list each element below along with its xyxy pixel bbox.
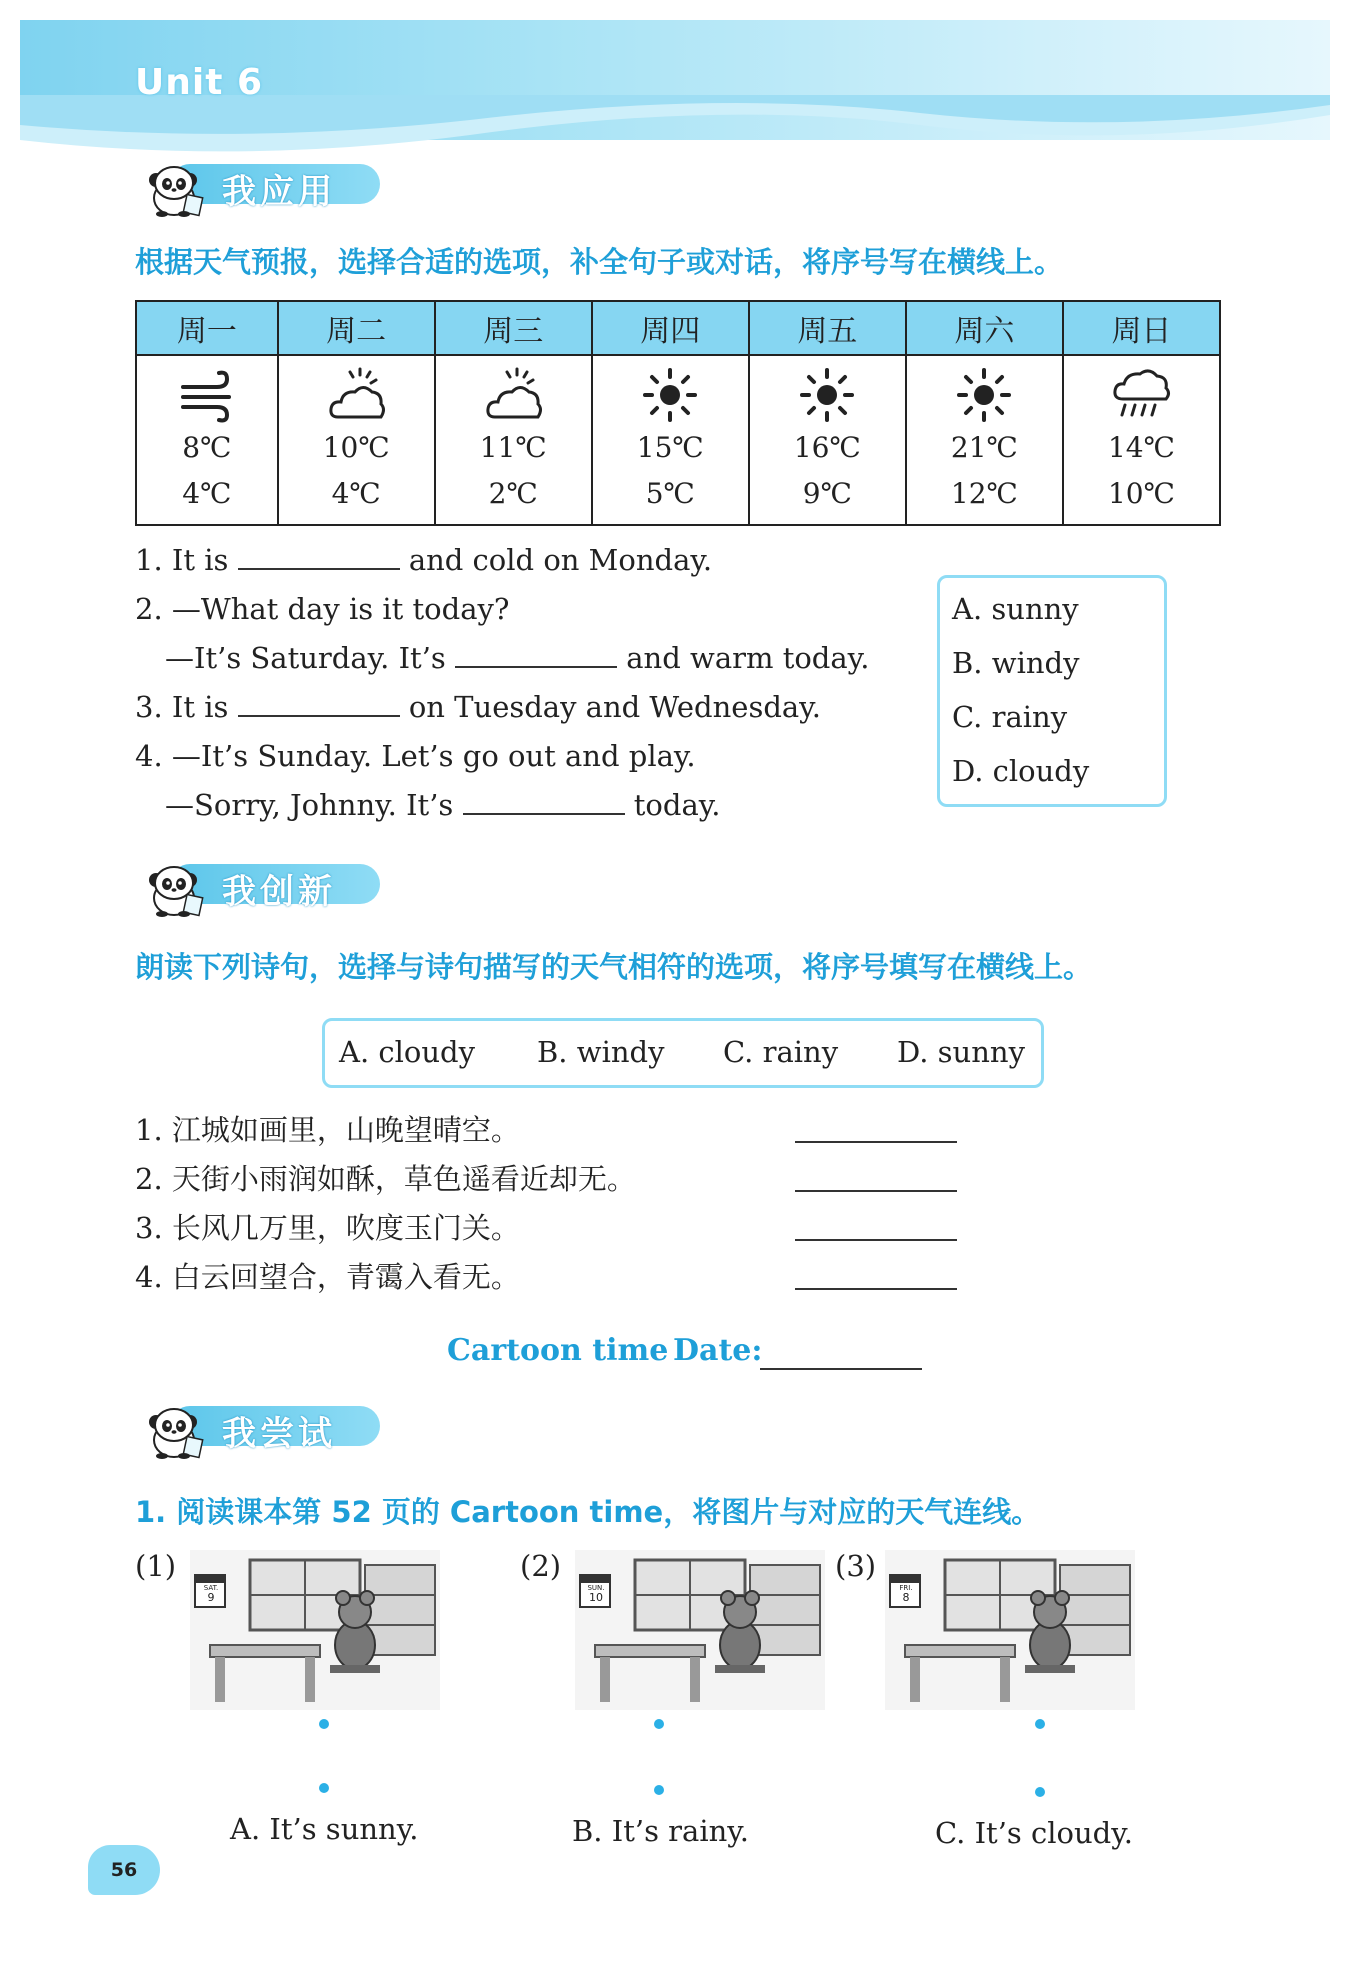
windy-icon [177,365,237,425]
low-temperature: 5℃ [645,477,695,510]
panda-icon [140,1400,206,1460]
section-title: 我尝试 [222,1414,336,1454]
question-2-line-1: 2. —What day is it today? [135,592,510,626]
calendar-day: SAT. [203,1584,219,1592]
calendar-date: 9 [207,1591,215,1604]
question-text: and warm today. [626,641,870,675]
poem-line: 1. 江城如画里，山晚望晴空。 [135,1113,520,1147]
answer-blank[interactable] [795,1190,957,1192]
day-header: 周一 [136,301,278,355]
options-row [322,1018,1044,1088]
date-label: Date: [673,1333,763,1368]
high-temperature: 8℃ [182,431,232,464]
match-dot-answer-a[interactable] [319,1783,329,1793]
poem-line: 3. 长风几万里，吹度玉门关。 [135,1211,520,1245]
high-temperature: 10℃ [322,431,390,464]
header-wave-decoration [20,95,1330,165]
match-dot-answer-c[interactable] [1035,1787,1045,1797]
cloudy-icon [483,365,543,425]
calendar-date: 8 [902,1591,910,1604]
day-header: 周日 [1063,301,1220,355]
high-temperature: 11℃ [479,431,547,464]
day-header: 周四 [592,301,749,355]
poem-line: 4. 白云回望合，青霭入看无。 [135,1260,520,1294]
sunny-icon [797,365,857,425]
question-text: —It’s Saturday. It’s [165,641,446,675]
panda-icon [140,858,206,918]
day-header: 周五 [749,301,906,355]
picture-number: (1) [135,1549,177,1583]
question-3 [135,683,821,732]
day-header-row [136,301,1220,355]
answer-blank[interactable] [238,691,400,717]
forecast-cell [592,355,749,525]
weather-forecast-table [135,300,1221,526]
sunny-icon [640,365,700,425]
low-temperature: 12℃ [950,477,1018,510]
answer-blank[interactable] [795,1141,957,1143]
forecast-cell [278,355,435,525]
picture-number: (3) [835,1549,877,1583]
rainy-icon [1111,365,1171,425]
match-dot-picture-2[interactable] [654,1719,664,1729]
section-title: 我应用 [222,172,336,212]
section-badge-create [140,858,400,912]
answer-blank[interactable] [455,642,617,668]
option-item: B. windy [952,646,1080,680]
panda-icon [140,158,206,218]
forecast-cell [906,355,1063,525]
high-temperature: 15℃ [636,431,704,464]
question-text: on Tuesday and Wednesday. [408,690,821,724]
option-item: D. sunny [897,1035,1025,1069]
forecast-row [136,355,1220,525]
low-temperature: 9℃ [802,477,852,510]
calendar-date: 10 [589,1591,603,1604]
sunny-icon [954,365,1014,425]
match-dot-picture-3[interactable] [1035,1719,1045,1729]
answer-blank[interactable] [238,544,400,570]
low-temperature: 4℃ [182,477,232,510]
option-item: C. rainy [723,1035,839,1069]
date-blank[interactable] [760,1368,922,1370]
picture-number: (2) [520,1549,562,1583]
forecast-cell [1063,355,1220,525]
forecast-cell [435,355,592,525]
instruction-text: 朗读下列诗句，选择与诗句描写的天气相符的选项，将序号填写在横线上。 [135,950,1093,984]
section-title: 我创新 [222,872,336,912]
calendar-label [196,1584,226,1604]
high-temperature: 14℃ [1107,431,1175,464]
answer-option: B. It’s rainy. [572,1814,750,1848]
calendar-day: FRI. [899,1584,913,1592]
question-4-line-2 [165,781,720,830]
option-item: A. sunny [952,592,1079,626]
high-temperature: 21℃ [950,431,1018,464]
cartoon-picture-3 [885,1550,1135,1710]
options-box [937,575,1167,807]
low-temperature: 2℃ [488,477,538,510]
option-item: B. windy [537,1035,665,1069]
forecast-cell [136,355,278,525]
option-item: D. cloudy [952,754,1090,788]
section-badge-try [140,1400,400,1454]
poem-line: 2. 天街小雨润如酥，草色遥看近却无。 [135,1162,636,1196]
room-scene-illustration [190,1550,440,1710]
day-header: 周六 [906,301,1063,355]
answer-blank[interactable] [463,789,625,815]
day-header: 周三 [435,301,592,355]
match-dot-picture-1[interactable] [319,1719,329,1729]
forecast-cell [749,355,906,525]
instruction-text: 1. 阅读课本第 52 页的 Cartoon time，将图片与对应的天气连线。 [135,1495,1041,1529]
answer-option: A. It’s sunny. [230,1812,419,1846]
question-text: today. [633,788,721,822]
low-temperature: 10℃ [1107,477,1175,510]
option-item: C. rainy [952,700,1068,734]
cartoon-picture-2 [575,1550,825,1710]
answer-blank[interactable] [795,1288,957,1290]
cloudy-icon [326,365,386,425]
calendar-label [581,1584,611,1604]
match-dot-answer-b[interactable] [654,1785,664,1795]
section-badge-apply [140,158,400,212]
page-number: 56 [88,1845,160,1895]
question-2-line-2 [165,634,869,683]
question-4-line-1: 4. —It’s Sunday. Let’s go out and play. [135,739,696,773]
option-item: A. cloudy [339,1035,475,1069]
room-scene-illustration [575,1550,825,1710]
calendar-label [891,1584,921,1604]
question-text: 3. It is [135,690,229,724]
cartoon-time-label: Cartoon time [447,1333,669,1368]
answer-blank[interactable] [795,1239,957,1241]
day-header: 周二 [278,301,435,355]
question-1 [135,536,712,585]
unit-title: Unit 6 [135,62,263,103]
answer-option: C. It’s cloudy. [935,1816,1133,1850]
question-text: and cold on Monday. [408,543,713,577]
question-text: —Sorry, Johnny. It’s [165,788,454,822]
instruction-text: 根据天气预报，选择合适的选项，补全句子或对话，将序号写在横线上。 [135,245,1064,279]
calendar-day: SUN. [587,1584,605,1592]
cartoon-picture-1 [190,1550,440,1710]
room-scene-illustration [885,1550,1135,1710]
low-temperature: 4℃ [331,477,381,510]
question-text: 1. It is [135,543,229,577]
high-temperature: 16℃ [793,431,861,464]
